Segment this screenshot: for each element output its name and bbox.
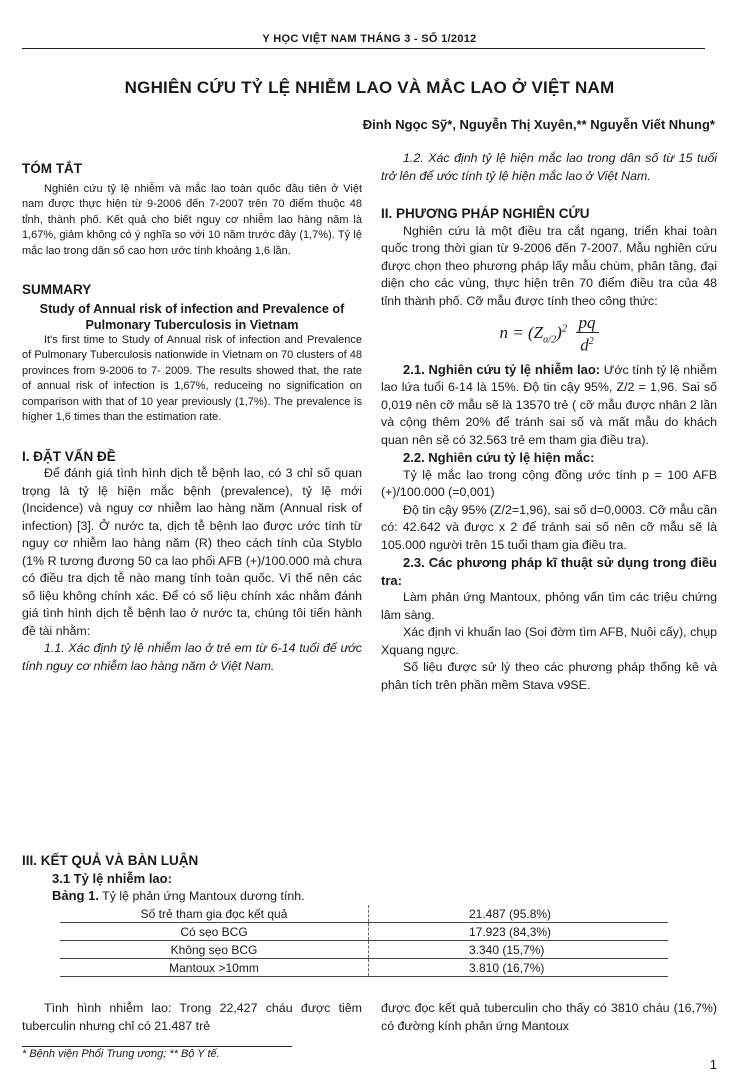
left-column bbox=[22, 160, 362, 675]
subsection-2-1-title: 2.1. Nghiên cứu tỷ lệ nhiễm lao: bbox=[403, 361, 601, 377]
formula-lhs: n = (Z bbox=[499, 323, 544, 343]
summary-body: It's first time to Study of Annual risk of infection and Prevalence of Pulmonary Tuberculosis nationwide in Vietnam on 70 clusters of 48 provinces from 9-2006 to 7- 2009. The results showed that, the rate of annual risk of infection is 1,67%, reduceing no signification on comparison with that of 10 year previously (1,7%). The prevalence is higher 1,6 times than the estimation rate. bbox=[22, 333, 362, 423]
abstract-body: Nghiên cứu tỷ lệ nhiễm và mắc lao toàn quốc đầu tiên ở Việt nam được thực hiện từ 9-2006 đến 7-2007 trên 70 điểm thuộc 48 tỉnh, thành phố. Kết quả cho biết nguy cơ nhiễm lao hàng năm là 1,67%, giảm không có ý nghĩa so với 10 năm trước đây (1,7%). Tỷ lệ mắc lao trong dân số cao hơn ước tính khoảng 1,6 lần. bbox=[22, 182, 362, 257]
table-caption-label: Bảng 1. bbox=[52, 888, 99, 903]
abstract-heading: TÓM TẮT bbox=[22, 161, 82, 176]
table-cell-label: Mantoux >10mm bbox=[60, 959, 369, 977]
table-row bbox=[60, 959, 668, 977]
objective-2: 1.2. Xác định tỷ lệ hiện mắc lao trong dân số từ 15 tuổi trở lên để ước tính tỷ lệ hiện mắc lao ở Việt Nam. bbox=[381, 151, 717, 183]
results-right-paragraph: được đọc kết quả tuberculin cho thấy có 3810 cháu (16,7%) có đường kính phản ứng Mantoux bbox=[381, 1001, 717, 1033]
page-number: 1 bbox=[709, 1057, 717, 1072]
subsection-2-2-title: 2.2. Nghiên cứu tỷ lệ hiện mắc: bbox=[403, 450, 595, 466]
mantoux-table bbox=[60, 905, 668, 977]
subsection-2-1-body: Ước tính tỷ lệ nhiễm lao lứa tuổi 6-14 là 15%. Độ tin cậy 95%, Z/2 = 1,96. Sai số 0,019 nên cỡ mẫu sẽ là 13570 trẻ ( cỡ mẫu được nhân 2 lần và cộng thêm 20% để tránh sai số và mất mẫu do khách quan nên sẽ có 32.563 trẻ em tham gia điều tra). bbox=[381, 362, 717, 447]
table-cell-value: 21.487 (95.8%) bbox=[369, 905, 669, 923]
section1-body: Để đánh giá tình hình dịch tễ bệnh lao, có 3 chỉ số quan trọng là tỷ lệ hiện mắc bệnh (prevalence), tỷ lệ mới (Incidence) và nguy cơ nhiễm lao hàng năm (Annual risk of infection) [3]. Ở nước ta, dịch tễ bệnh lao được ước tính từ nguy cơ nhiễm lao hàng năm (R) theo cách tính của Styblo (1% R tương đương 50 ca lao phổi AFB (+)/100.000 mà chưa có điều tra dịch tễ nào mang tính toàn quốc. Vì thế nên các số liệu không chính xác. Để có số liệu chính xác nhằm đánh giá tình hình dịch tễ bệnh lao ở nước ta, chúng tôi tiến hành đề tài nhằm: bbox=[22, 466, 362, 638]
footnote: * Bệnh viện Phổi Trung ương; ** Bộ Y tế. bbox=[22, 1048, 220, 1060]
formula-numerator: pq bbox=[576, 314, 599, 333]
subsection-2-3-p2: Xác định vi khuẩn lao (Soi đờm tìm AFB, Nuôi cấy), chụp Xquang ngực. bbox=[381, 625, 717, 657]
table-caption-text: Tỷ lệ phản ứng Mantoux dương tính. bbox=[98, 889, 305, 903]
results-left-paragraph: Tình hình nhiễm lao: Trong 22,427 cháu được tiêm tuberculin nhưng chỉ có 21.487 trẻ bbox=[22, 1001, 362, 1033]
results-right-text bbox=[381, 1000, 717, 1035]
section1-heading: I. ĐẶT VẤN ĐỀ bbox=[22, 448, 116, 464]
table-cell-value: 3.340 (15,7%) bbox=[369, 941, 669, 959]
table-row bbox=[60, 923, 668, 941]
table-row bbox=[60, 941, 668, 959]
section3-heading: III. KẾT QUẢ VÀ BÀN LUẬN bbox=[22, 853, 199, 868]
table-cell-label: Không sẹo BCG bbox=[60, 941, 369, 959]
subsection-2-1 bbox=[381, 361, 717, 450]
paper-title: NGHIÊN CỨU TỶ LỆ NHIỄM LAO VÀ MẮC LAO Ở VIỆT NAM bbox=[124, 78, 615, 97]
table-cell-value: 17.923 (84,3%) bbox=[369, 923, 669, 941]
subsection-2-2-p2: Độ tin cậy 95% (Z/2=1,96), sai số d=0,0003. Cỡ mẫu cần có: 42.642 và được x 2 để tránh sai số nên cỡ mẫu sẽ là 105.000 người trên 15 tuổi tham gia điều tra. bbox=[381, 502, 717, 552]
section3-header bbox=[22, 852, 722, 906]
table-row bbox=[60, 905, 668, 923]
subsection-2-2-p1: Tỷ lệ mắc lao trong cộng đồng ước tính p = 100 AFB (+)/100.000 (=0,001) bbox=[381, 467, 717, 500]
summary-heading: SUMMARY bbox=[22, 282, 92, 297]
sample-size-formula: $n = (Z_{\alpha/2})^2$ $\frac{pq}{d^2}$ bbox=[381, 314, 717, 355]
methods-intro: Nghiên cứu là một điều tra cắt ngang, triển khai toàn quốc trong thời gian từ 9-2006 đến 7-2007. Mẫu nghiên cứu được chọn theo phương pháp lấy mẫu chùm, phân tầng, đại diện cho các vùng, thực hiện trên 70 điểm điều tra của 48 tỉnh thành phố. Cỡ mẫu được tính theo công thức: bbox=[381, 223, 717, 308]
formula-fraction bbox=[576, 314, 599, 355]
table-caption bbox=[52, 887, 722, 906]
table-cell-value: 3.810 (16,7%) bbox=[369, 959, 669, 977]
objective-1: 1.1. Xác định tỷ lệ nhiễm lao ở trẻ em từ 6-14 tuổi để ước tính nguy cơ nhiễm lao hàng năm ở Việt Nam. bbox=[22, 641, 362, 673]
subsection-2-3-p3: Số liệu được sử lý theo các phương pháp thống kê và phân tích trên phần mềm Stava v9SE. bbox=[381, 660, 717, 692]
results-left-text bbox=[22, 1000, 362, 1035]
right-column bbox=[381, 150, 717, 694]
table-cell-label: Có sẹo BCG bbox=[60, 923, 369, 941]
formula-denominator: d bbox=[580, 335, 589, 355]
formula-exponent: 2 bbox=[561, 322, 568, 335]
table-cell-label: Số trẻ tham gia đọc kết quả bbox=[60, 905, 369, 923]
subsection-2-3-title: 2.3. Các phương pháp kĩ thuật sử dụng trong điều tra: bbox=[381, 555, 717, 588]
journal-header: Y HỌC VIỆT NAM THÁNG 3 - SỐ 1/2012 bbox=[262, 33, 477, 45]
formula-subscript: α/2 bbox=[543, 334, 557, 346]
footnote-rule bbox=[22, 1046, 292, 1047]
formula-den-exponent: 2 bbox=[588, 336, 594, 347]
authors: Đinh Ngọc Sỹ*, Nguyễn Thị Xuyên,** Nguyễn Viết Nhung* bbox=[362, 117, 715, 132]
subsection-2-3-p1: Làm phản ứng Mantoux, phỏng vấn tìm các triệu chứng lâm sàng. bbox=[381, 590, 717, 622]
section3-sub: 3.1 Tỷ lệ nhiễm lao: bbox=[52, 870, 172, 886]
summary-title: Study of Annual risk of infection and Prevalence of Pulmonary Tuberculosis in Vietnam bbox=[39, 301, 345, 332]
section2-heading: II. PHƯƠNG PHÁP NGHIÊN CỨU bbox=[381, 206, 590, 221]
header-rule bbox=[22, 48, 705, 49]
